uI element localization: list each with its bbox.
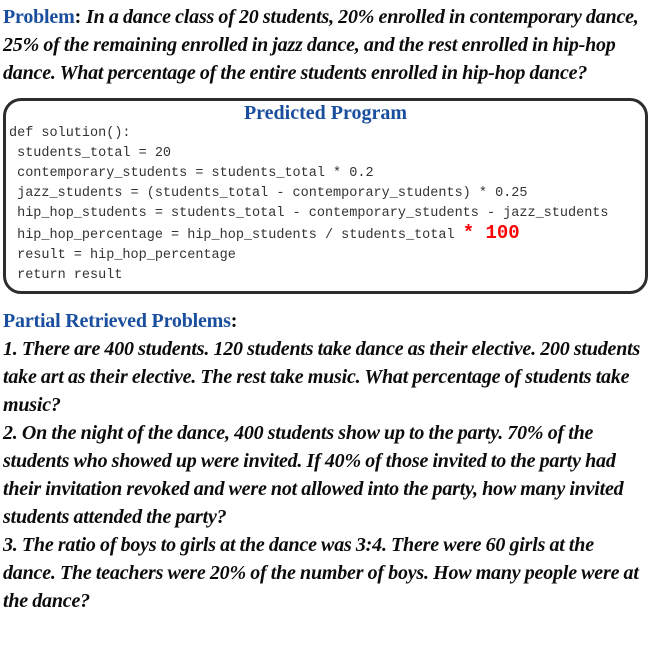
code-line (9, 246, 642, 266)
code-line (9, 184, 642, 204)
code-text: def solution(): (9, 126, 131, 141)
retrieved-problems-header (3, 307, 649, 335)
predicted-program-title: Predicted Program (243, 102, 408, 124)
code-text: return result (9, 268, 123, 283)
retrieved-problem-1: 1. There are 400 students. 120 students take dance as their elective. 200 students take art as their elective. The rest take music. What percentage of students take music? (3, 338, 641, 416)
code-line (9, 224, 642, 246)
retrieved-problem-2: 2. On the night of the dance, 400 students show up to the party. 70% of the students who showed up were invited. If 40% of those invited to the party had their invitation revoked and were not allowed into the party, how many invited students attended the party? (3, 422, 624, 528)
retrieved-problem-3: 3. The ratio of boys to girls at the dance was 3:4. There were 60 girls at the dance. The teachers were 20% of the number of boys. How many people were at the dance? (3, 534, 639, 612)
code-text: jazz_students = (students_total - contemporary_students) * 0.25 (9, 186, 528, 201)
code-text: contemporary_students = students_total * 0.2 (9, 166, 374, 181)
code-line (9, 266, 642, 286)
code-line (9, 164, 642, 184)
retrieved-problems-section (3, 307, 649, 615)
program-code (9, 124, 642, 286)
problem-colon: : (74, 6, 82, 28)
retrieved-problems-label: Partial Retrieved Problems (3, 310, 231, 332)
problem-statement (3, 3, 649, 87)
code-line (9, 144, 642, 164)
retrieved-problems-colon: : (230, 310, 238, 332)
code-text: hip_hop_percentage = hip_hop_students / students_total (9, 228, 463, 243)
code-line (9, 124, 642, 144)
code-text: result = hip_hop_percentage (9, 248, 236, 263)
code-text: students_total = 20 (9, 146, 172, 161)
problem-text: In a dance class of 20 students, 20% enrolled in contemporary dance, 25% of the remaining enrolled in jazz dance, and the rest enrolled in hip-hop dance. What percentage of the entire students enrolled in hip-hop dance? (3, 6, 639, 84)
predicted-program-box (3, 98, 648, 294)
problem-label: Problem (3, 6, 75, 28)
highlighted-error-term: * 100 (462, 222, 520, 244)
code-line (9, 204, 642, 224)
code-text: hip_hop_students = students_total - contemporary_students - jazz_students (9, 206, 609, 221)
